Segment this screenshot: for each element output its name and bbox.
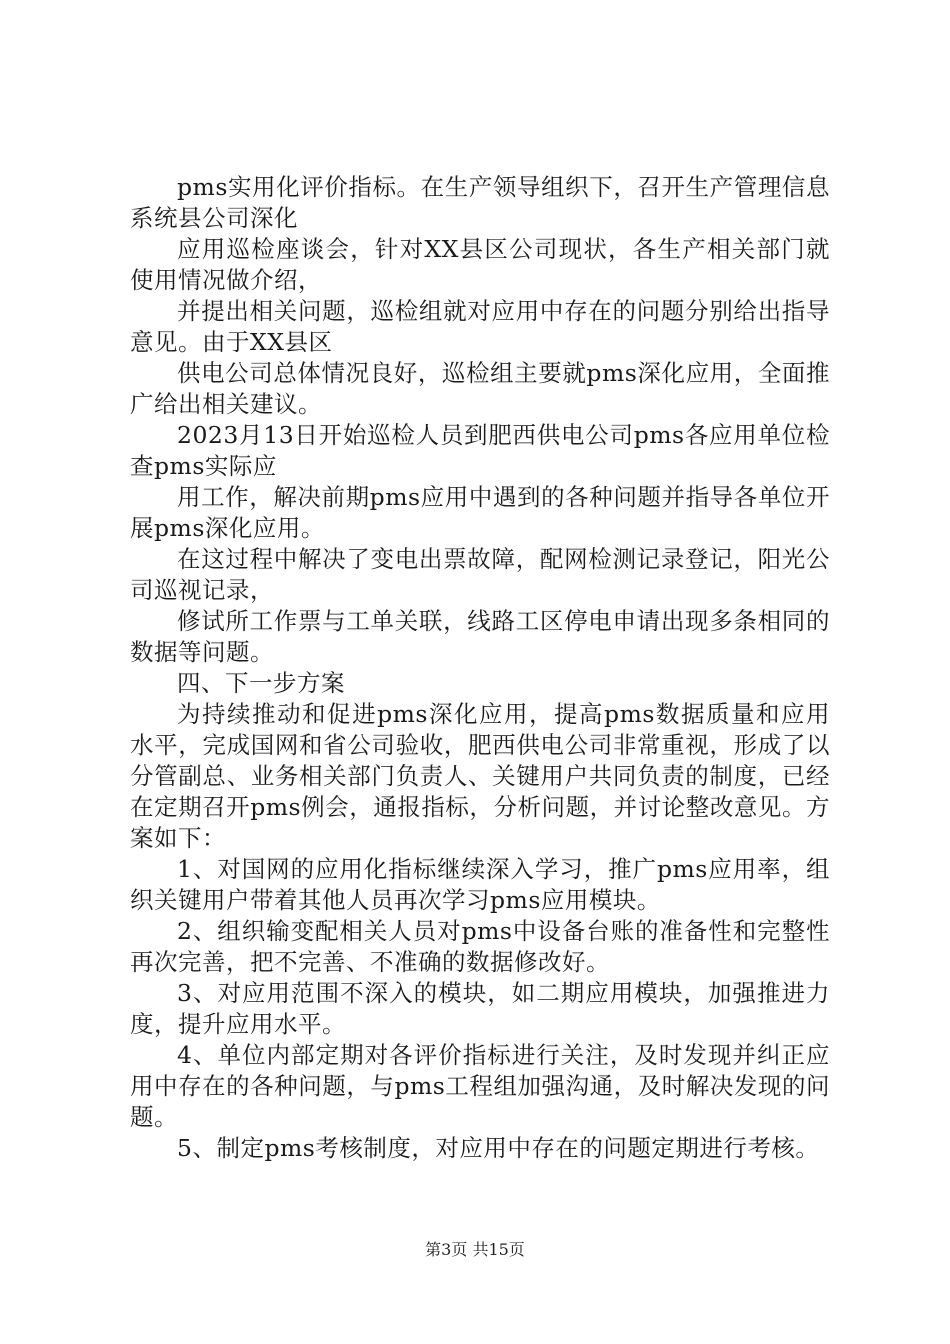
paragraph-8: 修试所工作票与工单关联，线路工区停电申请出现多条相同的数据等问题。: [130, 607, 830, 666]
document-body: [130, 172, 830, 1164]
paragraph-3: 并提出相关问题，巡检组就对应用中存在的问题分别给出指导意见。由于XX县区: [130, 297, 830, 356]
section-heading: 四、下一步方案: [177, 669, 345, 697]
paragraph-2: 应用巡检座谈会，针对XX县区公司现状，各生产相关部门就使用情况做介绍，: [130, 235, 830, 294]
paragraph-plan-intro: 为持续推动和促进pms深化应用，提高pms数据质量和应用水平，完成国网和省公司验收，肥西供电公司非常重视，形成了以分管副总、业务相关部门负责人、关键用户共同负责的制度，已经在定期召开pms例会，通报指标，分析问题，并讨论整改意见。方案如下：: [130, 700, 830, 852]
plan-item-3: 3、对应用范围不深入的模块，如二期应用模块，加强推进力度，提升应用水平。: [130, 979, 830, 1038]
paragraph-6: 用工作，解决前期pms应用中遇到的各种问题并指导各单位开展pms深化应用。: [130, 483, 830, 542]
paragraph-1: pms实用化评价指标。在生产领导组织下，召开生产管理信息系统县公司深化: [130, 173, 830, 232]
plan-item-5: 5、制定pms考核制度，对应用中存在的问题定期进行考核。: [177, 1134, 820, 1162]
plan-item-1: 1、对国网的应用化指标继续深入学习，推广pms应用率，组织关键用户带着其他人员再次学习pms应用模块。: [130, 855, 830, 914]
plan-item-4: 4、单位内部定期对各评价指标进行关注，及时发现并纠正应用中存在的各种问题，与pms工程组加强沟通，及时解决发现的问题。: [130, 1041, 830, 1131]
plan-item-2: 2、组织输变配相关人员对pms中设备台账的准备性和完整性再次完善，把不完善、不准确的数据修改好。: [130, 917, 830, 976]
paragraph-4: 供电公司总体情况良好，巡检组主要就pms深化应用，全面推广给出相关建议。: [130, 359, 830, 418]
paragraph-7: 在这过程中解决了变电出票故障，配网检测记录登记，阳光公司巡视记录，: [130, 545, 830, 604]
page-footer: 第3页 共15页: [425, 1240, 525, 1259]
paragraph-5: 2023月13日开始巡检人员到肥西供电公司pms各应用单位检查pms实际应: [130, 421, 830, 480]
